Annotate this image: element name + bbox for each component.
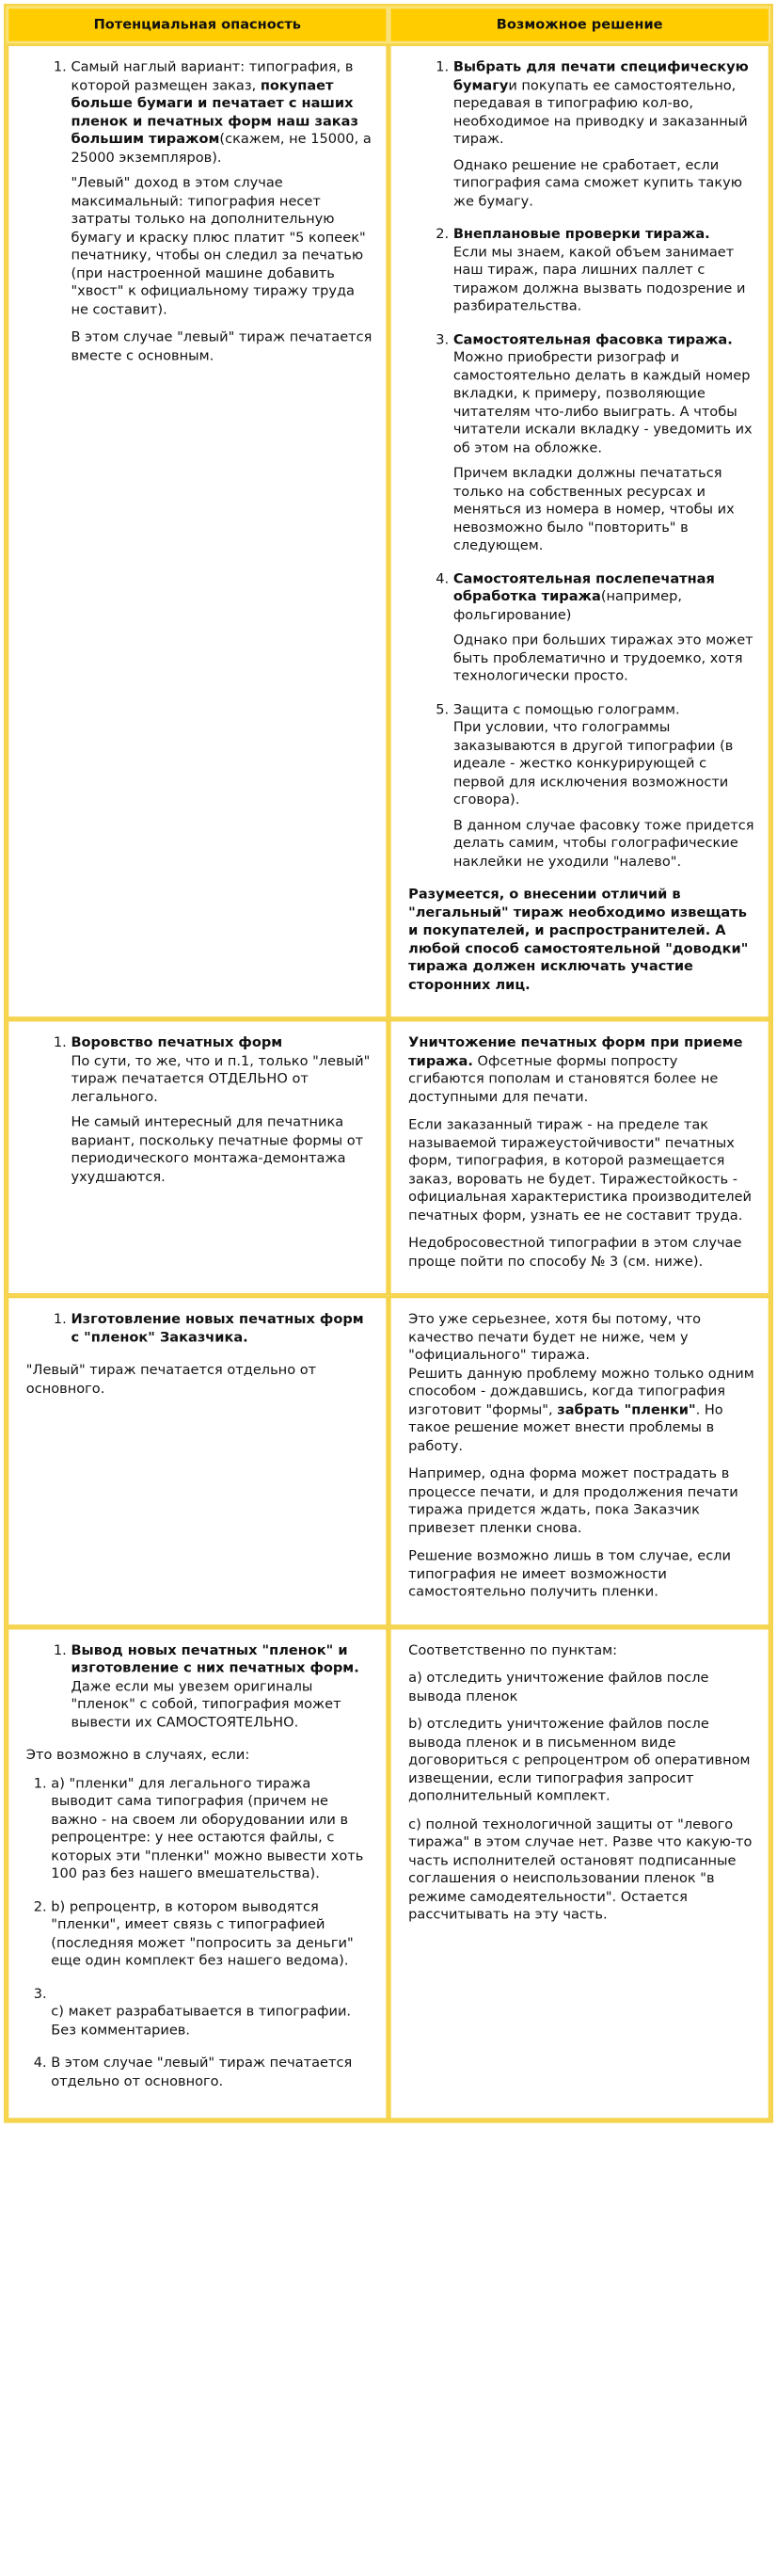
danger-paragraph: "Левый" тираж печатается отдельно от основного. bbox=[25, 1361, 317, 1397]
solution-paragraph: В данном случае фасовку тоже придется делать самим, чтобы голографические наклейки не уходили "налево". bbox=[452, 816, 754, 870]
header-solution: Возможное решение bbox=[388, 7, 770, 44]
solution-bold: Уничтожение печатных форм при приеме тиража. bbox=[408, 1033, 743, 1069]
danger-paragraph: В этом случае "левый" тираж печатается вместе с основным. bbox=[71, 328, 373, 363]
table-row bbox=[7, 43, 771, 1018]
solution-bold: Самостоятельная фасовка тиража. bbox=[452, 330, 733, 347]
danger-paragraph: "Левый" доход в этом случае максимальный: типография несет затраты только на дополнительную бумагу и краску плюс платит "5 копеек" печатнику, чтобы он следил за печатью (при настроенной машине добавить "хвост" к официальному тиражу труда не составит). bbox=[71, 174, 366, 317]
list-item bbox=[453, 58, 756, 210]
solution-bold: забрать "пленки" bbox=[557, 1400, 696, 1417]
list-item bbox=[453, 701, 756, 872]
list-item bbox=[71, 58, 373, 365]
solution-paragraph: Например, одна форма может пострадать в процессе печати, и для продолжения печати тиража придется ждать, пока Заказчик привезет пленки снова. bbox=[408, 1464, 738, 1536]
solution-cell bbox=[388, 1296, 770, 1626]
solution-paragraph: Соответственно по пунктам: bbox=[408, 1640, 618, 1658]
solution-paragraph: Однако при больших тиражах это может быть проблематично и трудоемко, хотя технологически просто. bbox=[452, 632, 753, 684]
danger-cell bbox=[7, 43, 388, 1018]
solution-text: . Но такое решение может внести проблемы в работу. bbox=[408, 1400, 723, 1454]
solution-bold: Выбрать для печати специфическую бумагу bbox=[452, 58, 749, 93]
solution-paragraph: b) отследить уничтожение файлов после вывода пленок и в письменном виде договориться с репроцентром об оперативном извещении, если типография запросит дополнительный комплект. bbox=[408, 1715, 751, 1804]
risk-solution-table bbox=[4, 4, 773, 2123]
danger-cell bbox=[7, 1296, 388, 1626]
solution-paragraph: с) полной технологичной защиты от "левого тиража" в этом случае нет. Разве что какую-то часть исполнителей остановят подписанные соглашения о неиспользовании пленок "в режиме самодеятельности". Остается рассчитывать на эту часть. bbox=[408, 1816, 753, 1923]
list-item: 2. b) репроцентр, в котором выводятся "пленки", имеет связь с типографией (последняя может "попросить за деньги" еще один комплект без нашего ведома). bbox=[51, 1898, 373, 1971]
solution-text: Это уже серьезнее, хотя бы потому, что качество печати будет не ниже, чем у "официального" тиража. bbox=[408, 1310, 702, 1364]
list-item bbox=[71, 1311, 373, 1347]
table-row bbox=[7, 1296, 771, 1626]
solution-text: Решить данную проблему можно только одним способом - дождавшись, когда типография изготовит "формы", bbox=[408, 1365, 754, 1417]
solution-paragraph: Если заказанный тираж - на пределе так называемой тиражеустойчивости" печатных форм, типография, в которой размещается заказ, воровать не будет. Тиражестойкость - официальная характеристика производителей печатных форм, узнать ее не составит труда. bbox=[408, 1116, 753, 1224]
solution-text: Можно приобрести ризограф и самостоятельно делать в каждый номер вкладки, к примеру, позволяющие читателям что-либо выиграть. А чтобы читатели искали вкладку - уведомить их об этом на обложке. bbox=[452, 348, 753, 456]
danger-text: (скажем, не 15000, а 25000 экземпляров). bbox=[71, 130, 372, 166]
table-row bbox=[7, 1626, 771, 2120]
solution-text: При условии, что голограммы заказываются в другой типографии (в идеале - жестко конкурирующей с первой для исключения возможности сговора). bbox=[452, 718, 734, 808]
danger-bold: Воровство печатных форм bbox=[71, 1033, 283, 1050]
danger-list bbox=[26, 1311, 373, 1347]
danger-list bbox=[26, 1034, 373, 1186]
danger-text: По сути, то же, что и п.1, только "левый" тираж печатается ОТДЕЛЬНО от легального. bbox=[71, 1051, 371, 1105]
danger-text: Даже если мы увезем оригиналы "пленок" с собой, типография может вывести их САМОСТОЯТЕЛЬНО. bbox=[71, 1677, 341, 1730]
solution-paragraph: Причем вкладки должны печататься только на собственных ресурсах и меняться из номера в номер, чтобы их невозможно было "повторить" в следующем. bbox=[452, 464, 735, 553]
solution-text: и покупать ее самостоятельно, передавая в типографию кол-во, необходимое на приводку и заказанный тираж. bbox=[452, 76, 748, 148]
solution-text: Защита с помощью голограмм. bbox=[452, 700, 680, 717]
list-item bbox=[453, 570, 756, 686]
danger-cell bbox=[7, 1626, 388, 2120]
solution-cell bbox=[388, 1019, 770, 1296]
danger-cases-list bbox=[26, 1775, 373, 2091]
solution-bold: Внеплановые проверки тиража. bbox=[452, 225, 710, 242]
solution-text: (например, фольгирование) bbox=[452, 587, 683, 623]
danger-bold: Вывод новых печатных "пленок" и изготовление с них печатных форм. bbox=[71, 1640, 359, 1676]
danger-bold: покупает больше бумаги и печатает с наших пленок и печатных форм наш заказ большим тиражом bbox=[71, 76, 358, 148]
solution-bold: Разумеется, о внесении отличий в "легальный" тираж необходимо извещать и покупателей, и распространителей. А любой способ самостоятельной "доводки" тиража должен исключать участие сторонних лиц. bbox=[408, 886, 749, 993]
solution-paragraph bbox=[408, 1034, 755, 1107]
list-item bbox=[71, 1641, 373, 1732]
solution-cell bbox=[388, 43, 770, 1018]
danger-text: Самый наглый вариант: типография, в которой размещен заказ, bbox=[71, 58, 354, 93]
danger-list bbox=[26, 1641, 373, 1732]
solution-paragraph: Недобросовестной типографии в этом случае проще пойти по способу № 3 (см. ниже). bbox=[408, 1234, 742, 1270]
solution-text: Офсетные формы попросту сгибаются пополам и становятся более не доступными для печати. bbox=[408, 1051, 719, 1105]
danger-text: с) макет разрабатывается в типографии. Без комментариев. bbox=[51, 2003, 352, 2038]
list-item bbox=[51, 1985, 373, 2040]
list-item bbox=[453, 330, 756, 554]
solution-paragraph: Решение возможно лишь в том случае, если типография не имеет возможности самостоятельно получить пленки. bbox=[408, 1547, 731, 1600]
table-header-row bbox=[7, 7, 771, 44]
table-row bbox=[7, 1019, 771, 1296]
list-item bbox=[71, 1034, 373, 1186]
solution-text: Если мы знаем, какой объем занимает наш тираж, пара лишних паллет с тиражом должна вызвать подозрение и разбирательства. bbox=[452, 243, 746, 314]
danger-bold: Изготовление новых печатных форм с "пленок" Заказчика. bbox=[71, 1310, 364, 1345]
list-item: 1. а) "пленки" для легального тиража выводит сама типография (причем не важно - на своем ли оборудовании или в репроцентре: у нее остаются файлы, с которых эти "пленки" можно вывести хоть 100 раз без нашего вмешательства). bbox=[51, 1775, 373, 1883]
solution-conclusion bbox=[408, 886, 755, 994]
list-item: 4. В этом случае "левый" тираж печатается отдельно от основного. bbox=[51, 2055, 373, 2090]
danger-paragraph: Это возможно в случаях, если: bbox=[25, 1746, 250, 1764]
solution-cell bbox=[388, 1626, 770, 2120]
header-danger: Потенциальная опасность bbox=[7, 7, 388, 44]
danger-cell bbox=[7, 1019, 388, 1296]
solution-list bbox=[408, 58, 755, 871]
danger-paragraph: Не самый интересный для печатника вариант, поскольку печатные формы от периодического монтажа-демонтажа ухудшаются. bbox=[71, 1113, 364, 1185]
solution-paragraph bbox=[408, 1311, 755, 1456]
solution-paragraph: Однако решение не сработает, если типография сама сможет купить такую же бумагу. bbox=[452, 156, 743, 209]
list-item bbox=[453, 226, 756, 316]
solution-bold: Самостоятельная послепечатная обработка тиража bbox=[452, 569, 715, 604]
solution-paragraph: а) отследить уничтожение файлов после вывода пленок bbox=[408, 1669, 709, 1704]
danger-list bbox=[26, 58, 373, 365]
